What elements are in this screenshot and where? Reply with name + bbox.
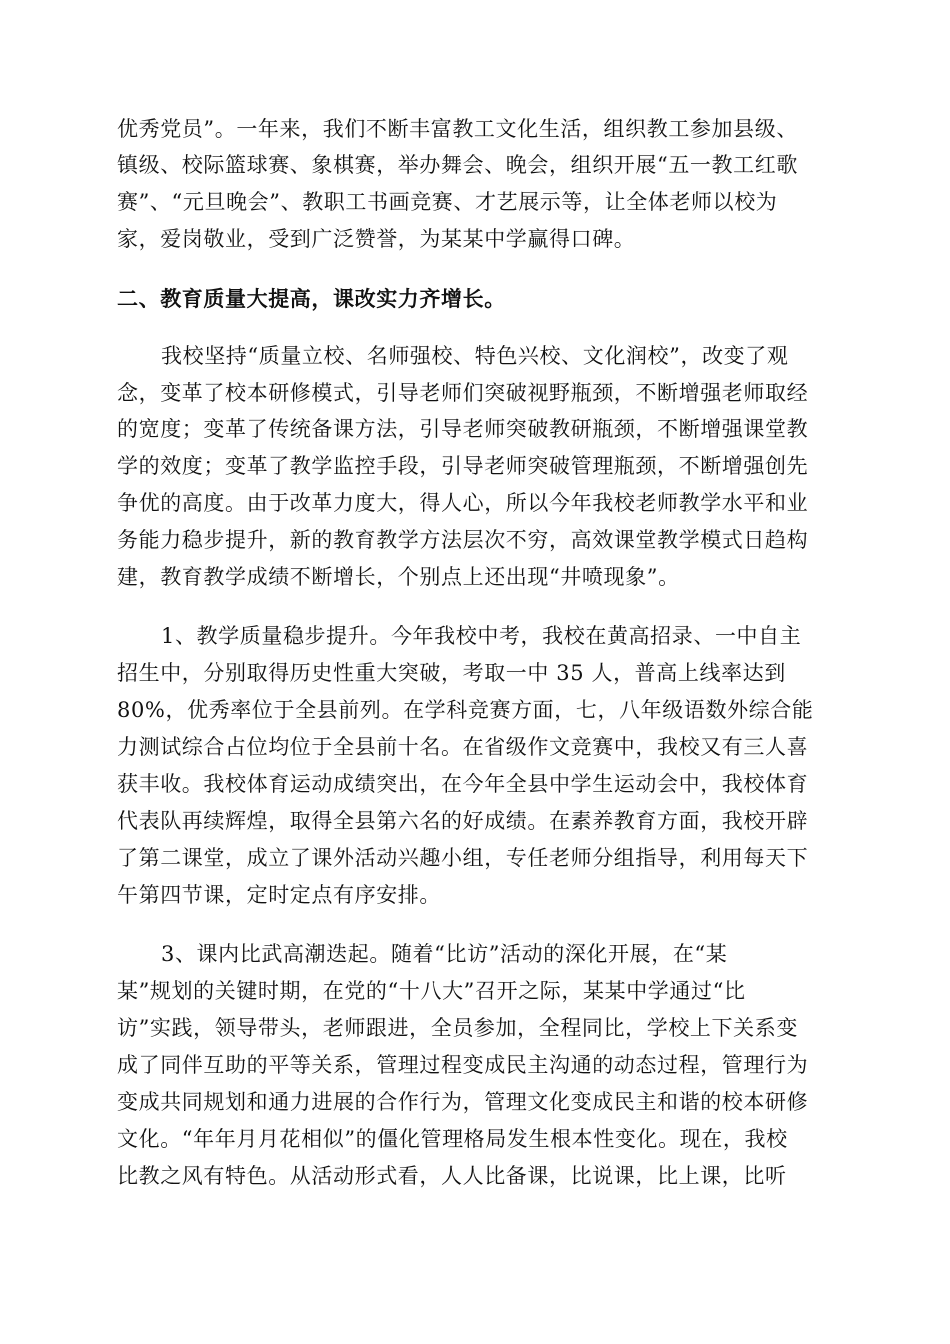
text-line: 获丰收。我校体育运动成绩突出，在今年全县中学生运动会中，我校体育 bbox=[117, 772, 809, 796]
text-line: 文化。“年年月月花相似”的僵化管理格局发生根本性变化。现在，我校 bbox=[117, 1127, 788, 1151]
text-line: 赛”、“元旦晚会”、教职工书画竞赛、才艺展示等，让全体老师以校为 bbox=[117, 190, 778, 214]
text-line: 变成共同规划和通力进展的合作行为，管理文化变成民主和谐的校本研修 bbox=[117, 1090, 809, 1114]
text-line: 午第四节课，定时定点有序安排。 bbox=[117, 883, 441, 907]
text-line: 力测试综合占位均位于全县前十名。在省级作文竞赛中，我校又有三人喜 bbox=[117, 735, 809, 759]
text-line: 成了同伴互助的平等关系，管理过程变成民主沟通的动态过程，管理行为 bbox=[117, 1053, 809, 1077]
text-line: 代表队再续辉煌，取得全县第六名的好成绩。在素养教育方面，我校开辟 bbox=[117, 809, 809, 833]
text-line: 我校坚持“质量立校、名师强校、特色兴校、文化润校”，改变了观 bbox=[161, 344, 789, 368]
text-line: 镇级、校际篮球赛、象棋赛，举办舞会、晚会，组织开展“五一教工红歌 bbox=[117, 153, 798, 177]
text-line: 的宽度；变革了传统备课方法，引导老师突破教研瓶颈，不断增强课堂教 bbox=[117, 417, 809, 441]
text-line: 3、课内比武高潮迭起。随着“比访”活动的深化开展，在“某 bbox=[161, 942, 728, 966]
text-line: 建，教育教学成绩不断增长，个别点上还出现“井喷现象”。 bbox=[117, 565, 680, 589]
text-line: 比教之风有特色。从活动形式看，人人比备课，比说课，比上课，比听 bbox=[117, 1164, 787, 1188]
text-line: 1、教学质量稳步提升。今年我校中考，我校在黄高招录、一中自主 bbox=[161, 624, 802, 648]
text-line: 访”实践，领导带头，老师跟进，全员参加，全程同比，学校上下关系变 bbox=[117, 1016, 798, 1040]
text-line: 家，爱岗敬业，受到广泛赞誉，为某某中学赢得口碑。 bbox=[117, 227, 636, 251]
text-line: 招生中，分别取得历史性重大突破，考取一中 35 人，普高上线率达到 bbox=[117, 661, 786, 685]
text-line: 争优的高度。由于改革力度大，得人心，所以今年我校老师教学水平和业 bbox=[117, 491, 809, 515]
text-line: 优秀党员”。一年来，我们不断丰富教工文化生活，组织教工参加县级、 bbox=[117, 117, 798, 141]
text-line: 务能力稳步提升，新的教育教学方法层次不穷，高效课堂教学模式日趋构 bbox=[117, 528, 809, 552]
text-line: 了第二课堂，成立了课外活动兴趣小组，专任老师分组指导，利用每天下 bbox=[117, 846, 809, 870]
text-line: 某”规划的关键时期，在党的“十八大”召开之际，某某中学通过“比 bbox=[117, 979, 746, 1003]
text-line: 学的效度；变革了教学监控手段，引导老师突破管理瓶颈，不断增强创先 bbox=[117, 454, 809, 478]
section-heading: 二、教育质量大提高，课改实力齐增长。 bbox=[117, 286, 506, 311]
text-line: 念，变革了校本研修模式，引导老师们突破视野瓶颈，不断增强老师取经 bbox=[117, 381, 809, 405]
text-line: 80%，优秀率位于全县前列。在学科竞赛方面，七，八年级语数外综合能 bbox=[117, 698, 814, 722]
